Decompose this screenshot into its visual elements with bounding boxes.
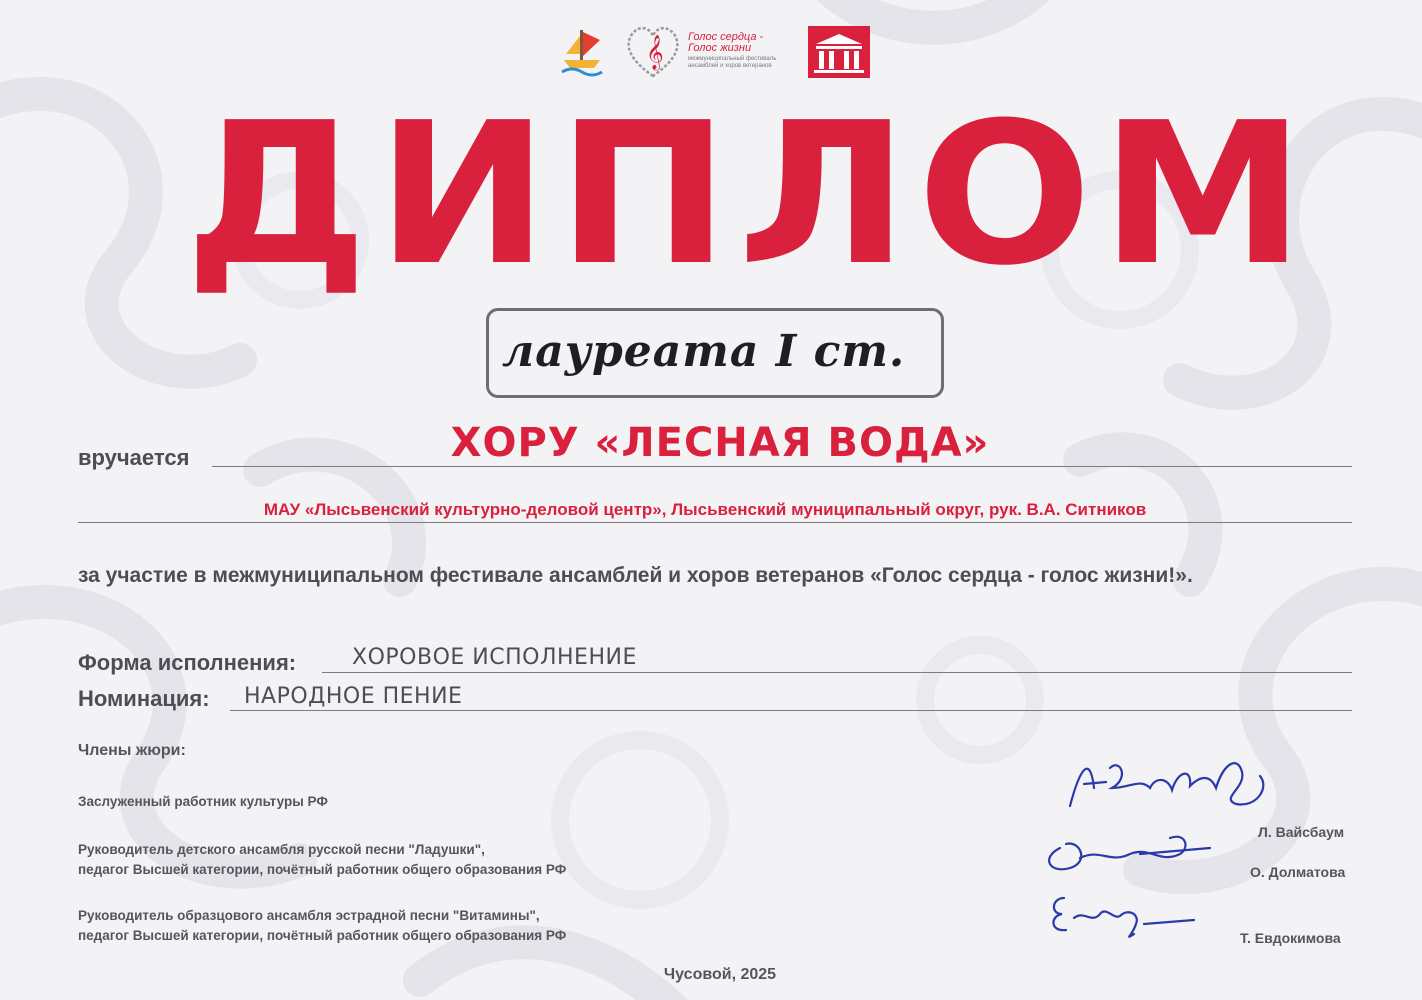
festival-logo-text: [688, 32, 808, 70]
organization-text: МАУ «Лысьвенский культурно-деловой центр», Лысьвенский муниципальный округ, рук. В.А. Ситников: [263, 500, 1147, 519]
signature-3: [1053, 898, 1194, 937]
jury-member-1-desc: Заслуженный работник культуры РФ: [78, 794, 328, 809]
signature-1: [1060, 748, 1280, 818]
svg-text:𝄞: 𝄞: [646, 35, 664, 70]
jury-member-3-desc: Руководитель образцового ансамбля эстрадной песни "Витамины", педагог Высшей категории, почётный работник общего образования РФ: [78, 908, 567, 943]
form-line: [322, 672, 1352, 673]
form-label: Форма исполнения:: [78, 650, 297, 675]
jury-member-2-desc: Руководитель детского ансамбля русской песни "Ладушки", педагог Высшей категории, почётный работник общего образования РФ: [78, 842, 567, 877]
jury-member-3-name: Т. Евдокимова: [1240, 930, 1341, 946]
degree-handwritten: лауреата I ст.: [502, 326, 906, 377]
organization-line: [78, 522, 1352, 523]
signature-2: [1049, 837, 1210, 870]
place-and-year: Чусовой, 2025: [663, 966, 777, 983]
jury-title: Члены жюри:: [78, 742, 186, 759]
nomination-line: [230, 710, 1352, 711]
logos-row: [560, 22, 880, 84]
festival-logo-line2: Голос жизни: [688, 42, 752, 54]
form-value: ХОРОВОЕ ИСПОЛНЕНИЕ: [352, 645, 637, 670]
jury-member-1-name: Л. Вайсбаум: [1258, 824, 1345, 840]
nomination-label: Номинация:: [78, 686, 210, 711]
nomination-value: НАРОДНОЕ ПЕНИЕ: [244, 684, 463, 709]
awarded-label: вручается: [78, 445, 190, 470]
participation-text: за участие в межмуниципальном фестивале ансамблей и хоров ветеранов «Голос сердца - голос жизни!».: [78, 564, 1193, 587]
theatre-logo-icon: [806, 24, 872, 80]
festival-logo-subtitle: межмуниципальный фестиваль ансамблей и хоров ветеранов: [688, 56, 777, 69]
recipient-name: ХОРУ «ЛЕСНАЯ ВОДА»: [450, 420, 990, 466]
recipient-line: [212, 466, 1352, 467]
heart-music-logo-icon: [622, 22, 684, 80]
festival-logo-line1: Голос сердца -: [688, 31, 764, 43]
ship-logo-icon: [560, 26, 604, 78]
diploma-title: ДИПЛОМ: [184, 81, 1314, 309]
jury-member-2-name: О. Долматова: [1250, 864, 1346, 880]
